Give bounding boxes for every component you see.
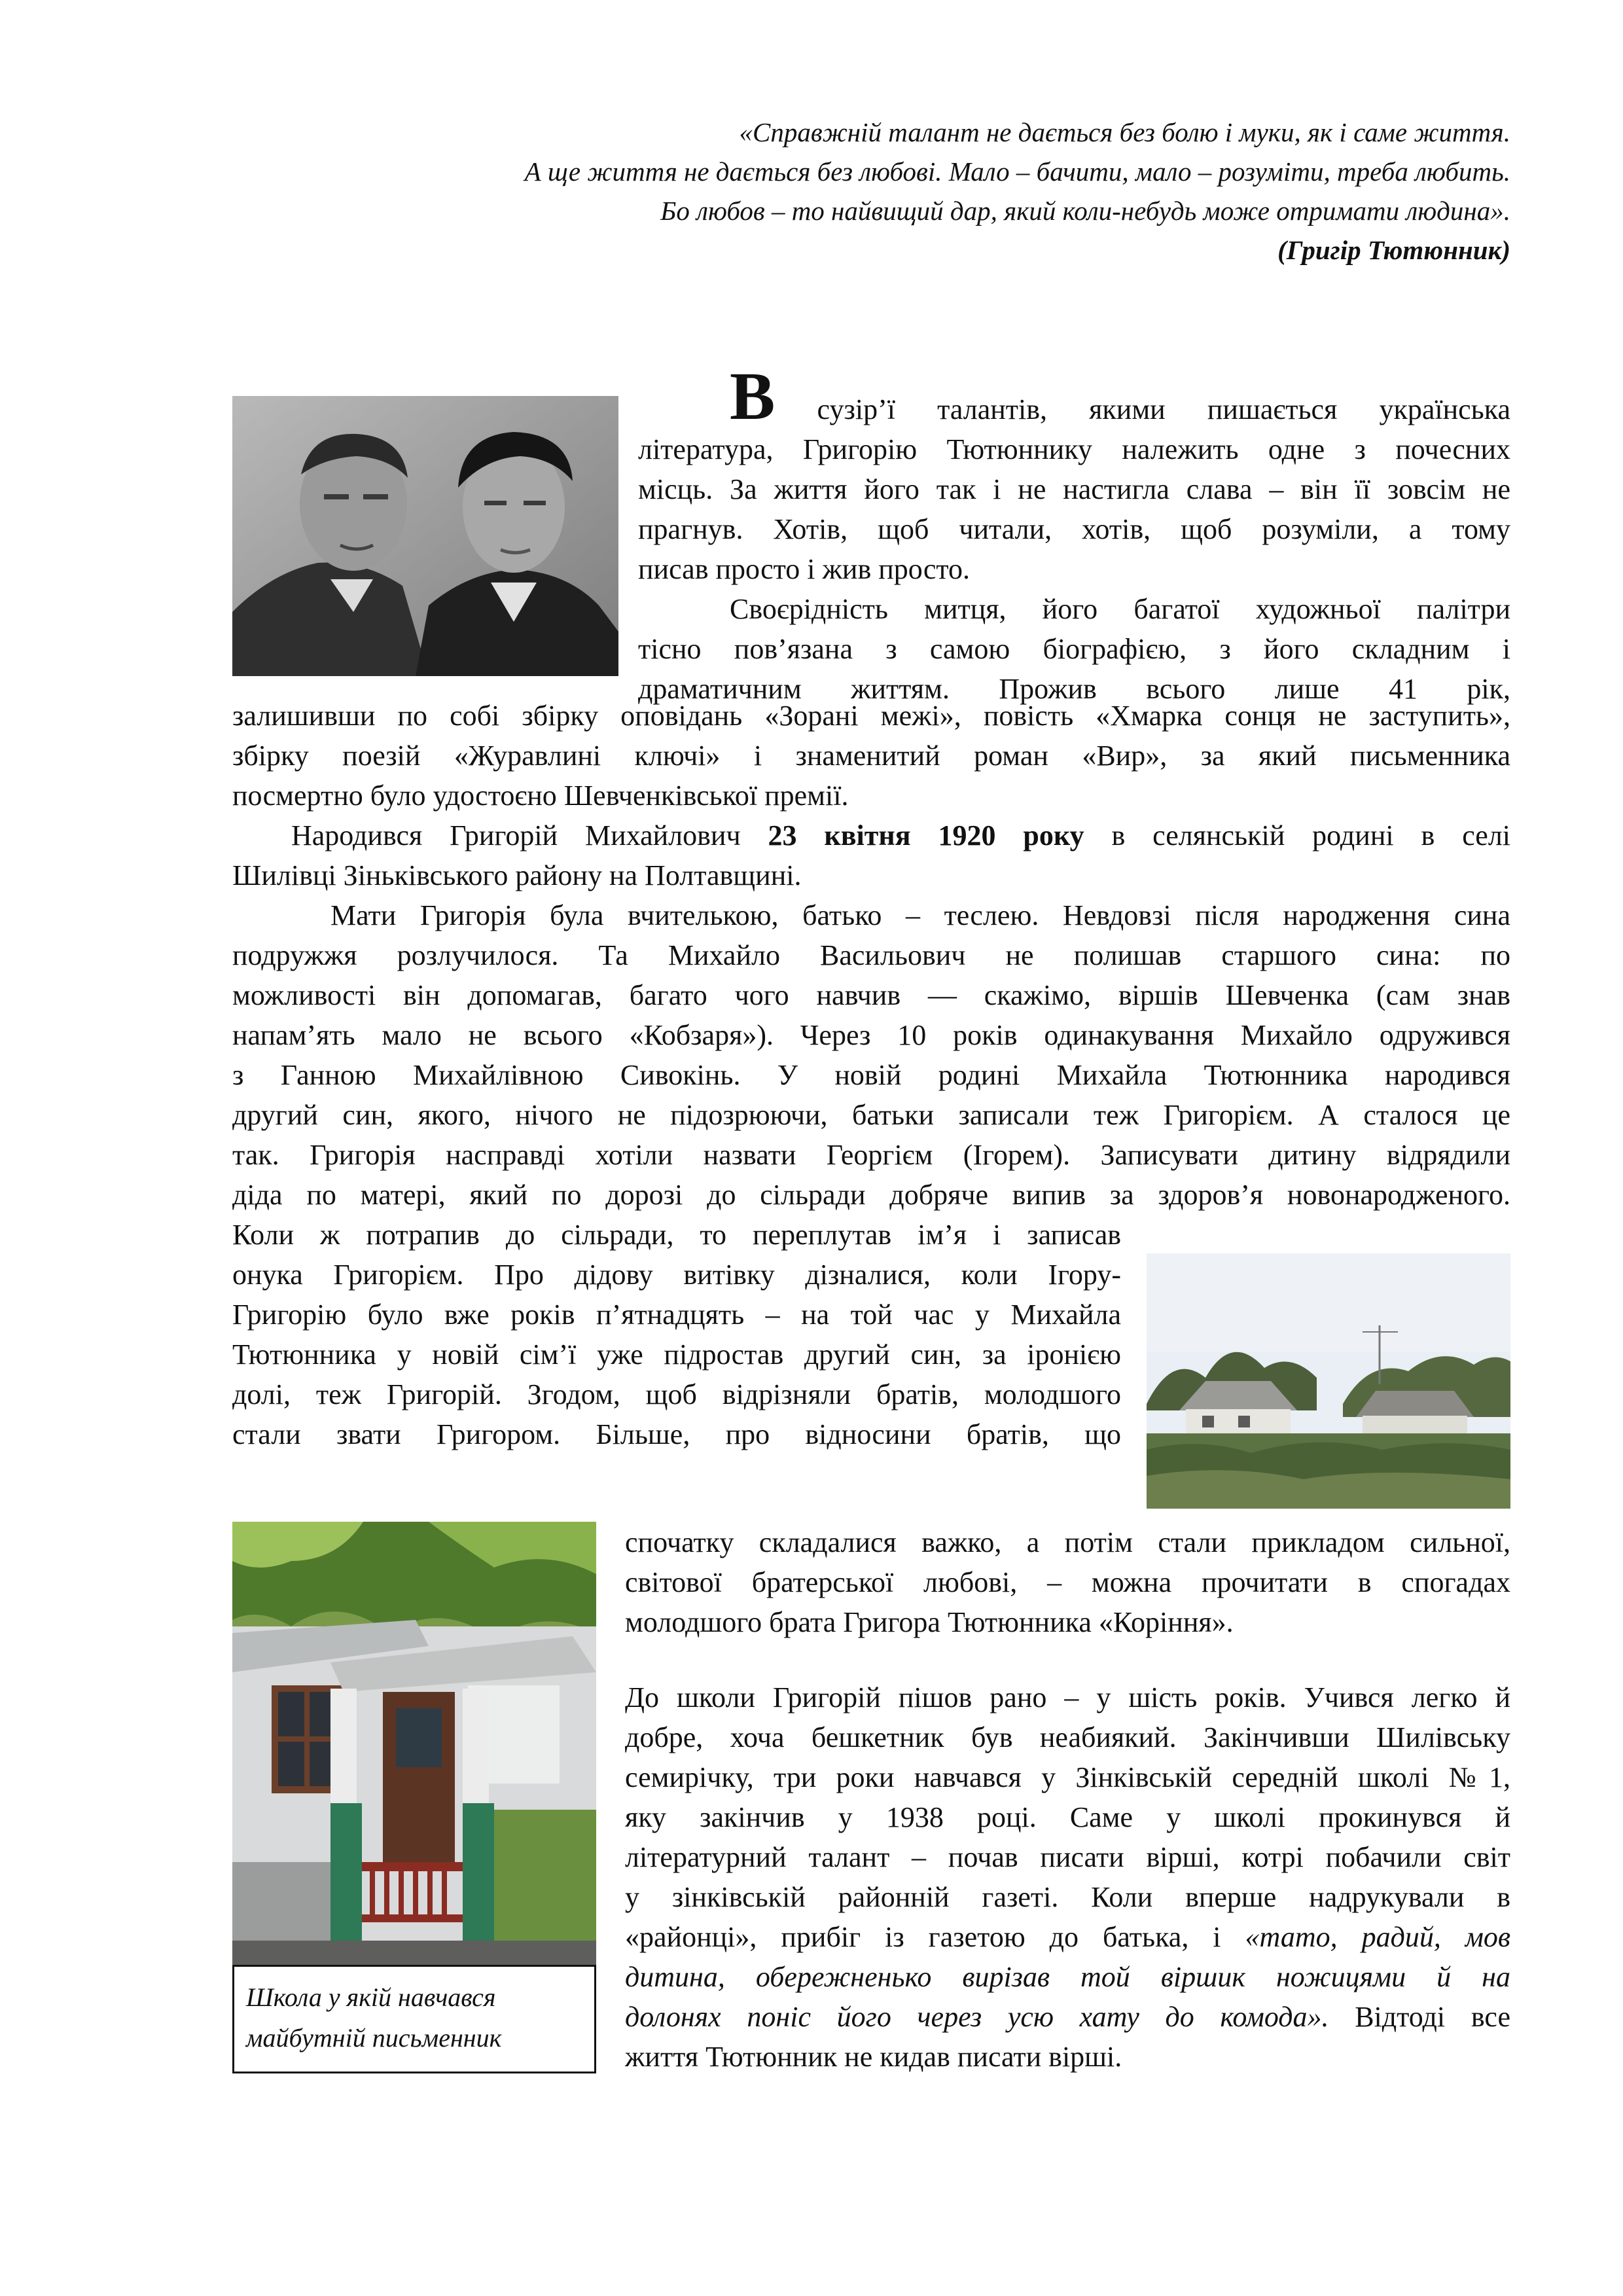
- quote-italic: долонях поніс його через усю хату до комода».: [625, 2001, 1329, 2033]
- epigraph-line: А ще життя не дається без любові. Мало – бачити, мало – розуміти, треба любить.: [524, 156, 1510, 187]
- drop-cap: В: [730, 359, 776, 434]
- body-paragraph: [232, 1215, 1121, 1454]
- text-line: світової братерської любові, – можна прочитати в спогадах: [625, 1566, 1510, 1598]
- text-line: онука Григорієм. Про дідову витівку дізналися, коли Ігору-: [232, 1259, 1121, 1291]
- text-line: яку закінчив у 1938 році. Саме у школі прокинувся й: [625, 1801, 1510, 1833]
- text-line: Мати Григорія була вчителькою, батько – теслею. Невдовзі після народження сина: [330, 899, 1510, 931]
- text-line: молодшого брата Григора Тютюнника «Коріння».: [625, 1606, 1234, 1638]
- text-line: у зінківській районній газеті. Коли вперше надрукували в: [625, 1881, 1510, 1913]
- text-line: писав просто і жив просто.: [638, 553, 971, 585]
- quote-italic: «тато, радий, мов: [1245, 1921, 1510, 1953]
- epigraph-line: «Справжній талант не дається без болю і муки, як і саме життя.: [739, 117, 1510, 147]
- text-line: спочатку складалися важко, а потім стали прикладом сильної,: [625, 1526, 1510, 1558]
- text-line: До школи Григорій пішов рано – у шість років. Учився легко й: [625, 1681, 1510, 1713]
- text-line: література, Григорію Тютюннику належить одне з почесних: [638, 433, 1510, 465]
- text-line: напам’ять мало не всього «Кобзаря»). Через 10 років одинакування Михайло одружився: [232, 1019, 1510, 1051]
- village-house-photo: [1147, 1253, 1510, 1509]
- text-line: долонях поніс його через усю хату до комода». Відтоді все: [625, 2001, 1510, 2033]
- text-line: [625, 1957, 1510, 1997]
- epigraph: [366, 113, 1510, 270]
- quote-italic: дитина, обережненько вирізав той віршик ножицями й на: [625, 1961, 1510, 1993]
- text-line: Народився Григорій Михайлович 23 квітня 1920 року в селянській родині в селі: [291, 819, 1510, 852]
- school-building-photo: [232, 1522, 596, 1965]
- text-line: драматичним життям. Прожив всього лише 41 рік,: [638, 673, 1510, 705]
- text-line: долі, теж Григорій. Згодом, щоб відрізняли братів, молодшого: [232, 1378, 1121, 1410]
- text-line: прагнув. Хотів, щоб читали, хотів, щоб розуміли, а тому: [638, 513, 1510, 545]
- text-line: посмертно було удостоєно Шевченківської премії.: [232, 780, 849, 812]
- caption-line: Школа у якій навчався: [246, 1982, 496, 2012]
- intro-paragraph: [638, 359, 1510, 709]
- text-line: добре, хоча бешкетник був неабиякий. Закінчивши Шилівську: [625, 1721, 1510, 1753]
- text-line: семирічку, три роки навчався у Зінківській середній школі №1,: [625, 1761, 1510, 1793]
- text-line: місць. За життя його так і не настигла слава – він її зовсім не: [638, 473, 1510, 505]
- text-line: Коли ж потрапив до сільради, то переплутав ім’я і записав: [232, 1219, 1121, 1251]
- text-line: можливості він допомагав, багато чого навчив — скажімо, віршів Шевченка (сам знав: [232, 979, 1510, 1011]
- epigraph-author: (Григір Тютюнник): [1277, 235, 1510, 265]
- body-paragraph: [625, 1522, 1510, 1642]
- text-line: Тютюнника у новій сім’ї уже підростав другий син, за іронією: [232, 1338, 1121, 1371]
- text-line: збірку поезій «Журавлині ключі» і знаменитий роман «Вир», за який письменника: [232, 740, 1510, 772]
- text-line: діда по матері, який по дорозі до сільради добряче випив за здоров’я новонародженого.: [232, 1179, 1510, 1211]
- epigraph-line: Бо любов – то найвищий дар, який коли-небудь може отримати людина».: [660, 196, 1510, 226]
- text-line: другий син, якого, нічого не підозрюючи, батьки записали теж Григорієм. А сталося це: [232, 1099, 1510, 1131]
- text-line: В сузір’ї талантів, якими пишається українська: [730, 359, 1510, 434]
- text-line: так. Григорія насправді хотіли назвати Георгієм (Ігорем). Записувати дитину відрядили: [232, 1139, 1510, 1171]
- text-line: тісно пов’язана з самою біографією, з його складним і: [638, 633, 1510, 665]
- text-line: «районці», прибіг із газетою до батька, і «тато, радий, мов: [625, 1921, 1510, 1953]
- text-line: подружжя розлучилося. Та Михайло Васильович не полишав старшого сина: по: [232, 939, 1510, 971]
- text-line: Григорію було вже років п’ятнадцять – на той час у Михайла: [232, 1299, 1121, 1331]
- text-line: Шилівці Зіньківського району на Полтавщині.: [232, 859, 802, 891]
- text-line: літературний талант – почав писати вірші, котрі побачили світ: [625, 1841, 1510, 1873]
- text-line: стали звати Григором. Більше, про відносини братів, що: [232, 1418, 1121, 1450]
- body-paragraph: [232, 696, 1510, 1215]
- text-line: залишивши по собі збірку оповідань «Зорані межі», повість «Хмарка сонця не заступить»,: [232, 700, 1510, 732]
- photo-caption: [232, 1965, 596, 2073]
- school-paragraph: [625, 1677, 1510, 2077]
- text-line: життя Тютюнник не кидав писати вірші.: [625, 2041, 1122, 2073]
- text-line: Своєрідність митця, його багатої художньої палітри: [730, 593, 1510, 625]
- birth-date: 23 квітня 1920 року: [768, 819, 1084, 852]
- caption-line: майбутній письменник: [246, 2023, 502, 2053]
- brothers-photo: [232, 396, 618, 676]
- text-line: з Ганною Михайлівною Сивокінь. У новій родині Михайла Тютюнника народився: [232, 1059, 1510, 1091]
